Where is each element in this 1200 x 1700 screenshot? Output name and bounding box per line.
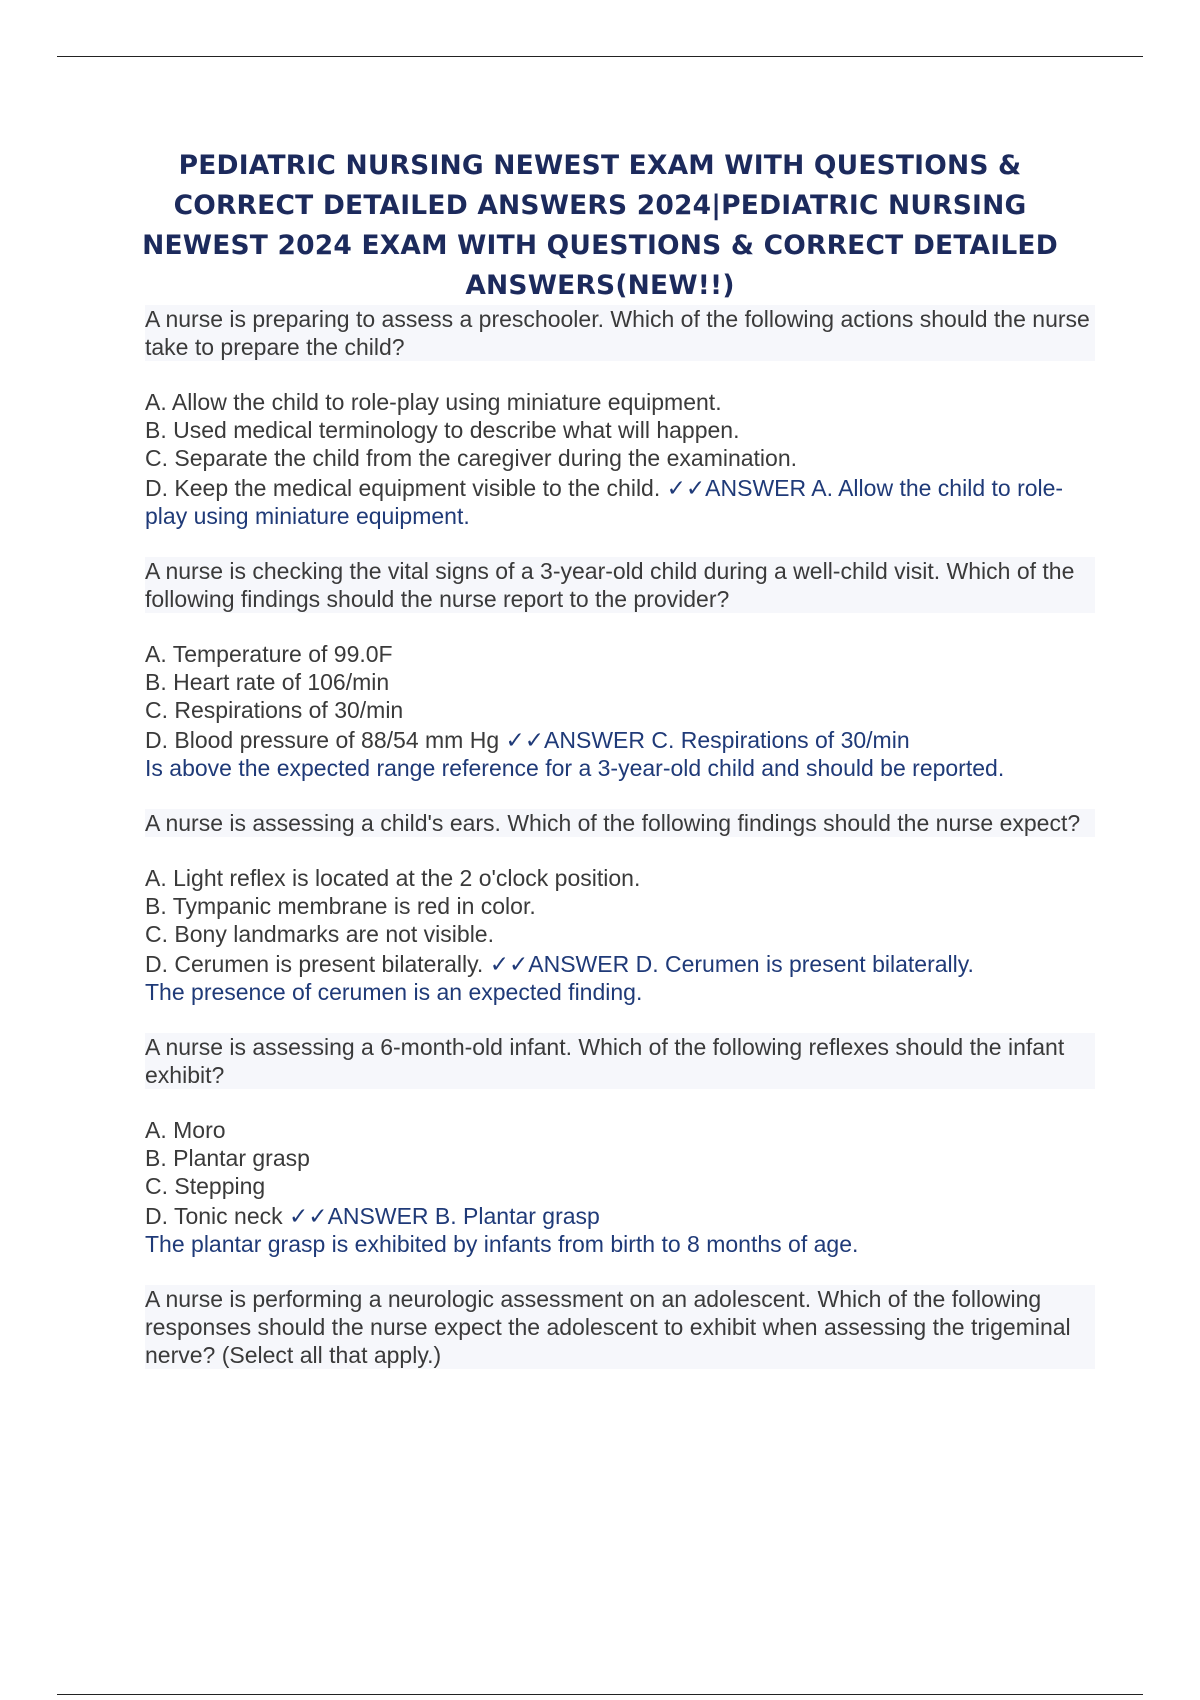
- answer-option-d-line: [145, 950, 1095, 978]
- answer-option-d: D. Keep the medical equipment visible to the child.: [145, 475, 661, 501]
- answer-option-a: A. Temperature of 99.0F: [145, 641, 393, 667]
- correct-answer: ✓✓ANSWER C. Respirations of 30/min: [505, 727, 910, 753]
- answer-option-b: B. Plantar grasp: [145, 1145, 310, 1171]
- document-body: [145, 305, 1095, 1396]
- correct-answer: ✓✓ANSWER D. Cerumen is present bilaterally.: [489, 951, 974, 977]
- answer-option-d-line: [145, 1202, 1095, 1230]
- answer-option-c: C. Respirations of 30/min: [145, 697, 404, 723]
- question-block-5: [145, 1285, 1095, 1369]
- correct-answer: ✓✓ANSWER B. Plantar grasp: [289, 1203, 600, 1229]
- answer-option-d: D. Tonic neck: [145, 1203, 283, 1229]
- question-text: A nurse is assessing a child's ears. Which of the following findings should the nurse expect?: [145, 809, 1095, 837]
- answer-option-d-line: [145, 726, 1095, 754]
- answer-option-d: D. Blood pressure of 88/54 mm Hg: [145, 727, 500, 753]
- answer-option-a: A. Moro: [145, 1117, 226, 1143]
- question-block-2: [145, 557, 1095, 782]
- question-text: A nurse is checking the vital signs of a 3-year-old child during a well-child visit. Which of the following findings should the nurse report to the provider?: [145, 557, 1095, 613]
- answer-option-a: A. Allow the child to role-play using miniature equipment.: [145, 389, 722, 415]
- answer-option-a: A. Light reflex is located at the 2 o'clock position.: [145, 865, 641, 891]
- answer-explanation: The plantar grasp is exhibited by infants from birth to 8 months of age.: [145, 1231, 859, 1257]
- correct-answer: ✓✓ANSWER A. Allow the child to role-play using miniature equipment.: [145, 475, 1064, 529]
- answer-option-c: C. Bony landmarks are not visible.: [145, 921, 494, 947]
- question-text: A nurse is preparing to assess a preschooler. Which of the following actions should the nurse take to prepare the child?: [145, 305, 1095, 361]
- question-block-4: [145, 1033, 1095, 1258]
- document-title: PEDIATRIC NURSING NEWEST EXAM WITH QUESTIONS & CORRECT DETAILED ANSWERS 2024|PEDIATRIC NURSING NEWEST 2024 EXAM WITH QUESTIONS & CORRECT DETAILED ANSWERS(NEW!!): [142, 150, 1058, 301]
- answer-option-b: B. Used medical terminology to describe what will happen.: [145, 417, 740, 443]
- question-text: A nurse is performing a neurologic assessment on an adolescent. Which of the following responses should the nurse expect the adolescent to exhibit when assessing the trigeminal nerve? (Select all that apply.): [145, 1285, 1095, 1369]
- answer-explanation: Is above the expected range reference for a 3-year-old child and should be reported.: [145, 755, 1005, 781]
- question-block-3: [145, 809, 1095, 1006]
- answer-option-c: C. Stepping: [145, 1173, 266, 1199]
- footer-rule: [57, 1694, 1143, 1695]
- question-block-1: [145, 305, 1095, 530]
- answer-option-d: D. Cerumen is present bilaterally.: [145, 951, 484, 977]
- question-text: A nurse is assessing a 6-month-old infant. Which of the following reflexes should the infant exhibit?: [145, 1033, 1095, 1089]
- answer-option-d-line: [145, 474, 1095, 530]
- answer-option-b: B. Heart rate of 106/min: [145, 669, 390, 695]
- answer-explanation: The presence of cerumen is an expected finding.: [145, 979, 643, 1005]
- header-rule: [57, 56, 1143, 57]
- answer-option-c: C. Separate the child from the caregiver during the examination.: [145, 445, 798, 471]
- answer-option-b: B. Tympanic membrane is red in color.: [145, 893, 536, 919]
